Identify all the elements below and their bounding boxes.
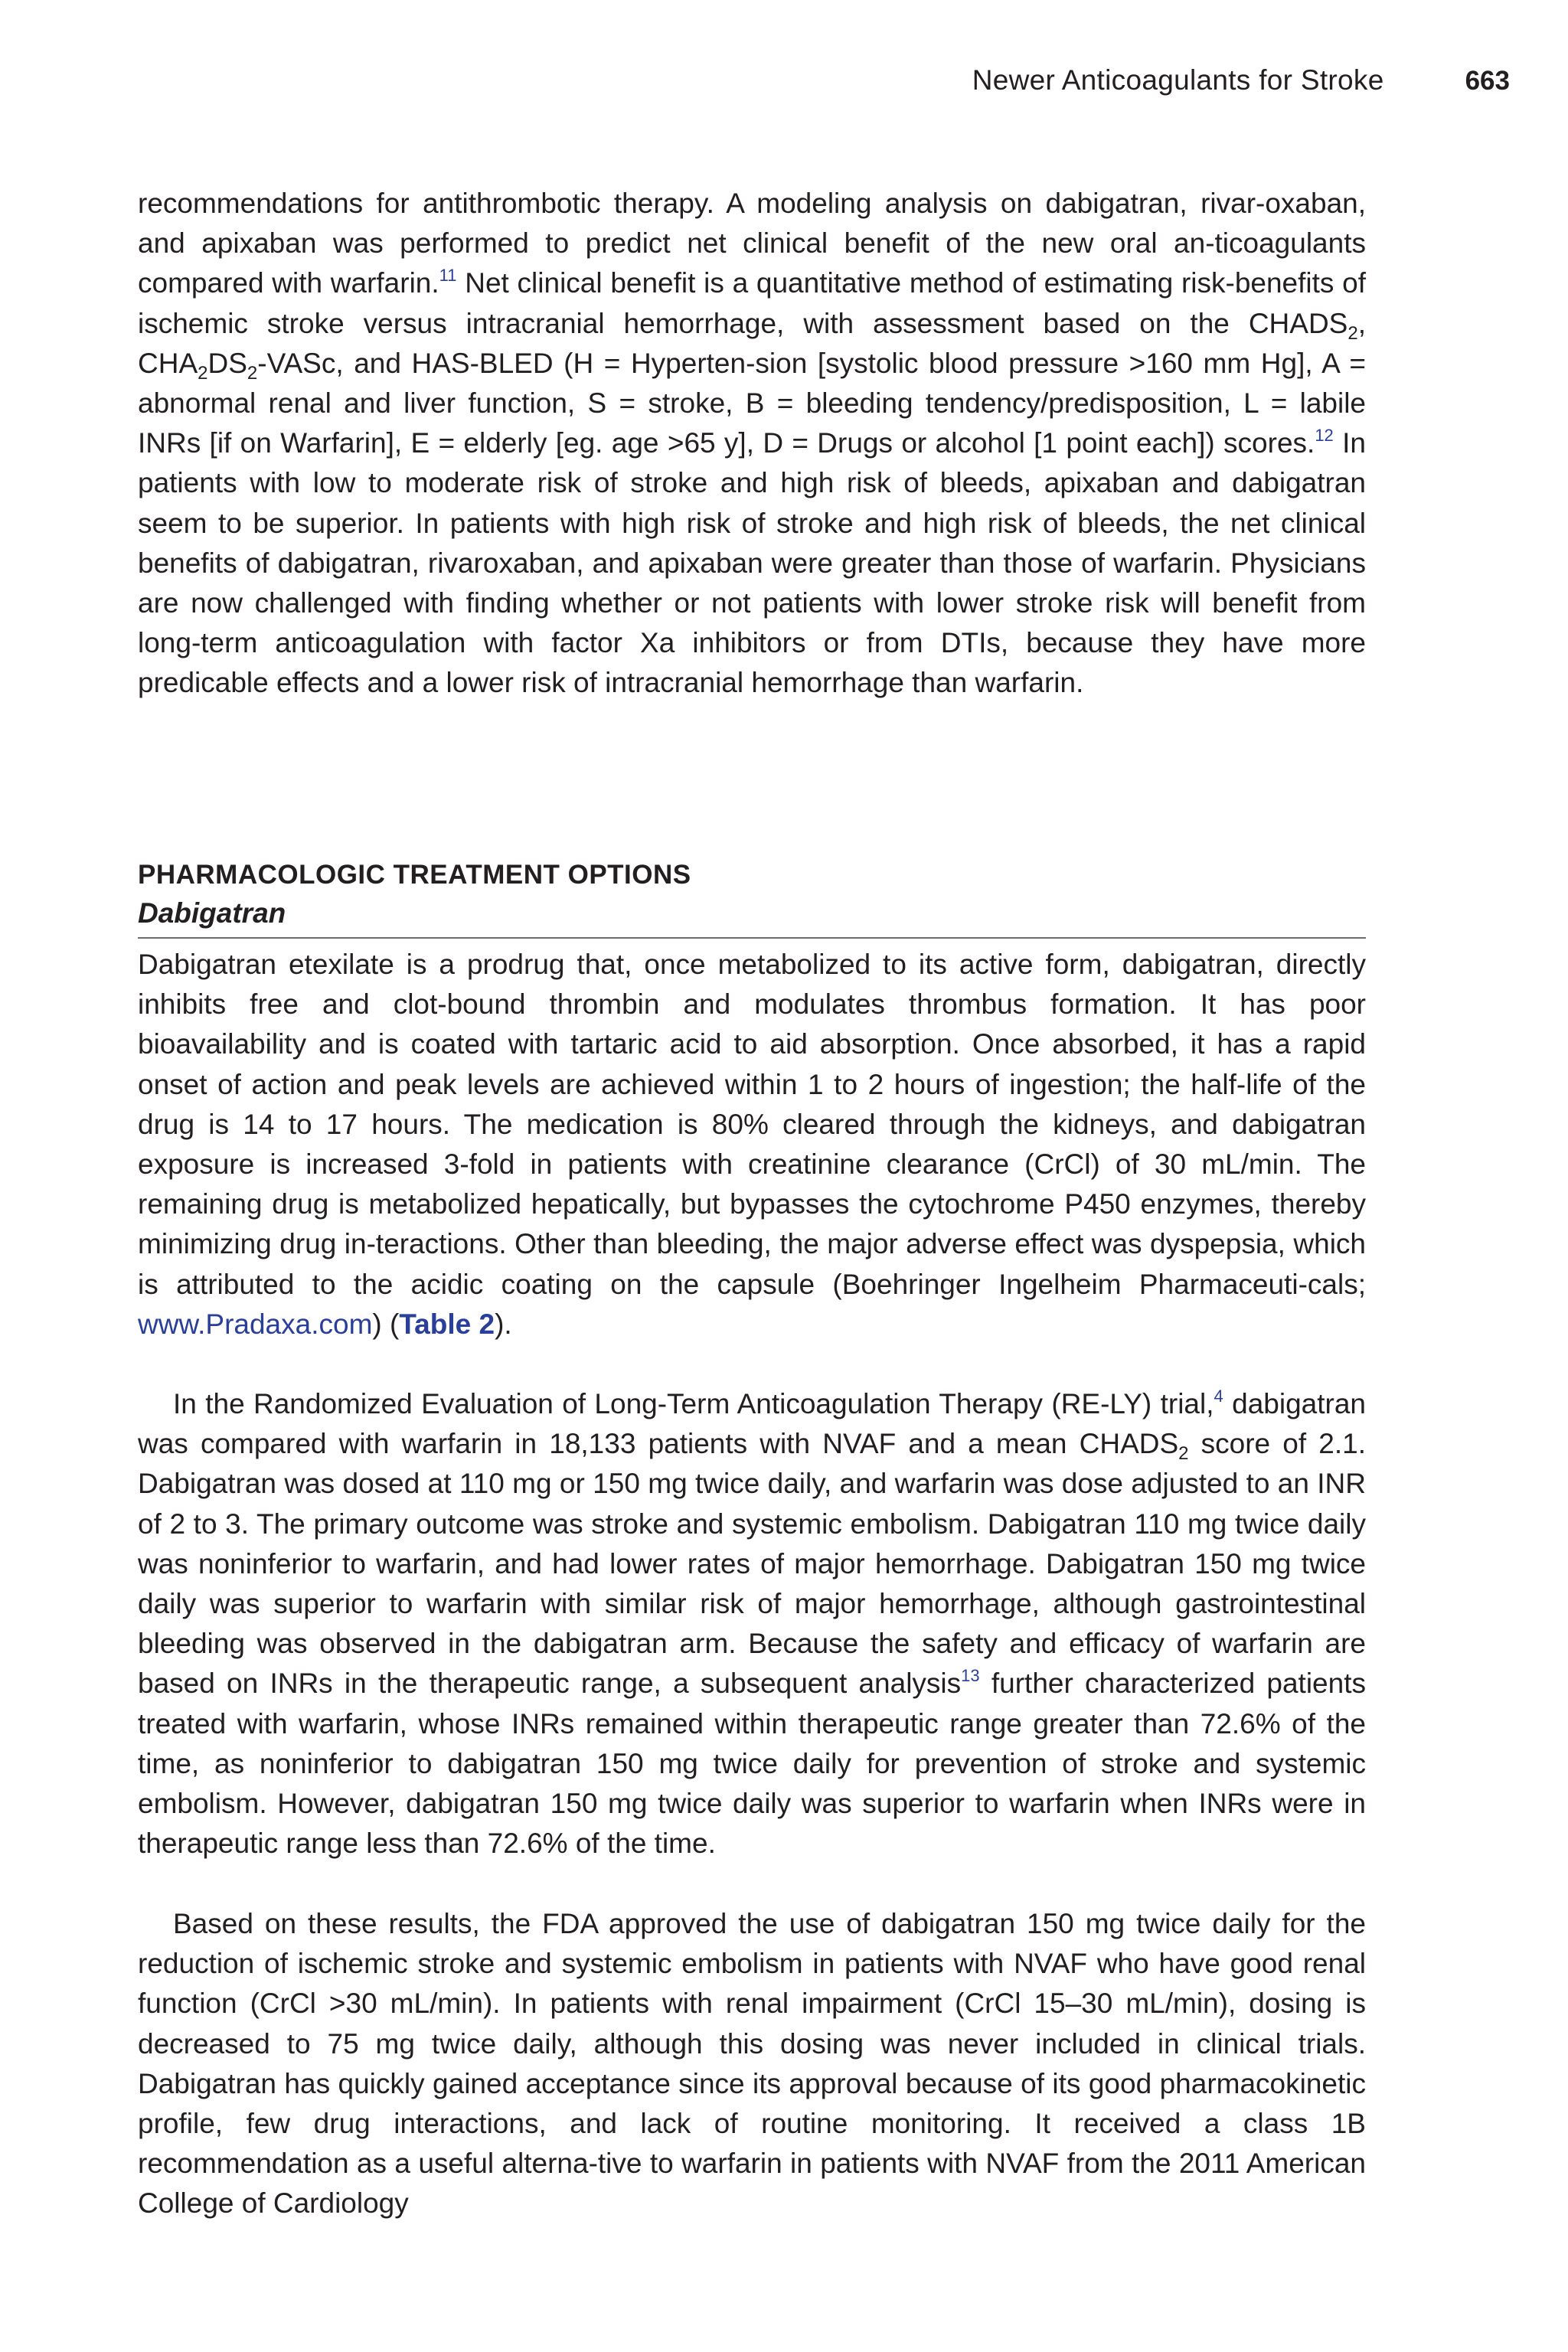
paragraph-1-text xyxy=(138,184,1366,704)
citation-ref[interactable] xyxy=(1214,1387,1223,1406)
text-run: dabigatran was compared with warfarin in 18,133 patients with NVAF and a mean CHADS xyxy=(138,1388,1366,1460)
paragraph-2 xyxy=(138,945,1366,1344)
citation-ref[interactable] xyxy=(961,1666,979,1685)
page-number: 663 xyxy=(1465,66,1510,96)
text-run: In the Randomized Evaluation of Long-Term Anticoagulation Therapy (RE-LY) trial, xyxy=(173,1388,1214,1419)
running-head-title: Newer Anticoagulants for Stroke xyxy=(972,64,1384,96)
citation-ref[interactable] xyxy=(439,266,457,285)
citation-link[interactable]: 4 xyxy=(1214,1387,1223,1406)
text-run: In patients with low to moderate risk of stroke and high risk of bleeds, apixaban and dabigatran seem to be superior. In patients with high risk of stroke and high risk of bleeds, the net clinical benefits of dabigatran, rivaroxaban, and apixaban were greater than those of warfarin. Physicians are now challenged with finding whether or not patients with lower stroke risk will benefit from long-term anticoagulation with factor Xa inhibitors or from DTIs, because they have more predicable effects and a lower risk of intracranial hemorrhage than warfarin. xyxy=(138,427,1366,699)
subscript: 2 xyxy=(1348,322,1358,344)
text-run: ) ( xyxy=(372,1308,400,1340)
subscript: 2 xyxy=(1178,1443,1189,1465)
text-run: , CHA xyxy=(138,307,1366,379)
paragraph-3-text xyxy=(138,1384,1366,1864)
text-run: ). xyxy=(495,1308,512,1340)
citation-link[interactable]: 13 xyxy=(961,1666,980,1686)
text-run: DS xyxy=(207,347,247,379)
paragraph-2-text xyxy=(138,945,1366,1344)
text-run: -VASc, and HAS-BLED (H = Hyperten-sion [systolic blood pressure >160 mm Hg], A = abnormal renal and liver function, S = stroke, B = bleeding tendency/predisposition, L = labile INRs [if on Warfarin], E = elderly [eg. age >65 y], D = Drugs or alcohol [1 point each]) scores. xyxy=(138,347,1366,459)
text-run: recommendations for antithrombotic therapy. A modeling analysis on dabigatran, rivar-oxaban, and apixaban was performed to predict net clinical benefit of the new oral an-ticoagulants compared with warfarin. xyxy=(138,188,1366,299)
citation-link[interactable]: 11 xyxy=(439,266,457,286)
section-heading: PHARMACOLOGIC TREATMENT OPTIONS xyxy=(138,860,691,890)
text-run: Net clinical benefit is a quantitative method of estimating risk-benefits of ischemic stroke versus intracranial hemorrhage, with assessment based on the CHADS xyxy=(138,267,1366,339)
paragraph-4-text xyxy=(138,1904,1366,2224)
running-head xyxy=(138,64,1510,96)
pradaxa-link[interactable]: www.Pradaxa.com xyxy=(138,1308,373,1340)
citation-link[interactable]: 12 xyxy=(1315,426,1334,446)
text-run: score of 2.1. Dabigatran was dosed at 110 mg or 150 mg twice daily, and warfarin was dose adjusted to an INR of 2 to 3. The primary outcome was stroke and systemic embolism. Dabigatran 110 mg twice daily was noninferior to warfarin, and had lower rates of major hemorrhage. Dabigatran 150 mg twice daily was superior to warfarin with similar risk of major hemorrhage, although gastrointestinal bleeding was observed in the dabigatran arm. Because the safety and efficacy of warfarin are based on INRs in the therapeutic range, a subsequent analysis xyxy=(138,1428,1367,1700)
section-heading-block xyxy=(138,856,1366,939)
subscript: 2 xyxy=(247,362,258,384)
table-2-link[interactable]: Table 2 xyxy=(399,1308,495,1340)
text-run: Based on these results, the FDA approved the use of dabigatran 150 mg twice daily for the reduction of ischemic stroke and systemic embolism in patients with NVAF who have good renal function (CrCl >30 mL/min). In patients with renal impairment (CrCl 15–30 mL/min), dosing is decreased to 75 mg twice daily, although this dosing was never included in clinical trials. Dabigatran has quickly gained acceptance since its approval because of its good pharmacokinetic profile, few drug interactions, and lack of routine monitoring. It received a class 1B recommendation as a useful alterna-tive to warfarin in patients with NVAF from the 2011 American College of Cardiology xyxy=(138,1908,1366,2220)
subsection-heading: Dabigatran xyxy=(138,894,1366,939)
paragraph-4 xyxy=(138,1904,1366,2224)
paragraph-3 xyxy=(138,1384,1366,1864)
citation-ref[interactable] xyxy=(1315,426,1333,445)
paragraph-1 xyxy=(138,184,1366,704)
text-run: Dabigatran etexilate is a prodrug that, once metabolized to its active form, dabigatran, directly inhibits free and clot-bound thrombin and modulates thrombus formation. It has poor bioavailability and is coated with tartaric acid to aid absorption. Once absorbed, it has a rapid onset of action and peak levels are achieved within 1 to 2 hours of ingestion; the half-life of the drug is 14 to 17 hours. The medication is 80% cleared through the kidneys, and dabigatran exposure is increased 3-fold in patients with creatinine clearance (CrCl) of 30 mL/min. The remaining drug is metabolized hepatically, but bypasses the cytochrome P450 enzymes, thereby minimizing drug in-teractions. Other than bleeding, the major adverse effect was dyspepsia, which is attributed to the acidic coating on the capsule (Boehringer Ingelheim Pharmaceuti-cals; xyxy=(138,949,1366,1300)
subscript: 2 xyxy=(198,362,208,384)
text-run: further characterized patients treated with warfarin, whose INRs remained within therapeutic range greater than 72.6% of the time, as noninferior to dabigatran 150 mg twice daily for prevention of stroke and systemic embolism. However, dabigatran 150 mg twice daily was superior to warfarin when INRs were in therapeutic range less than 72.6% of the time. xyxy=(138,1668,1366,1860)
